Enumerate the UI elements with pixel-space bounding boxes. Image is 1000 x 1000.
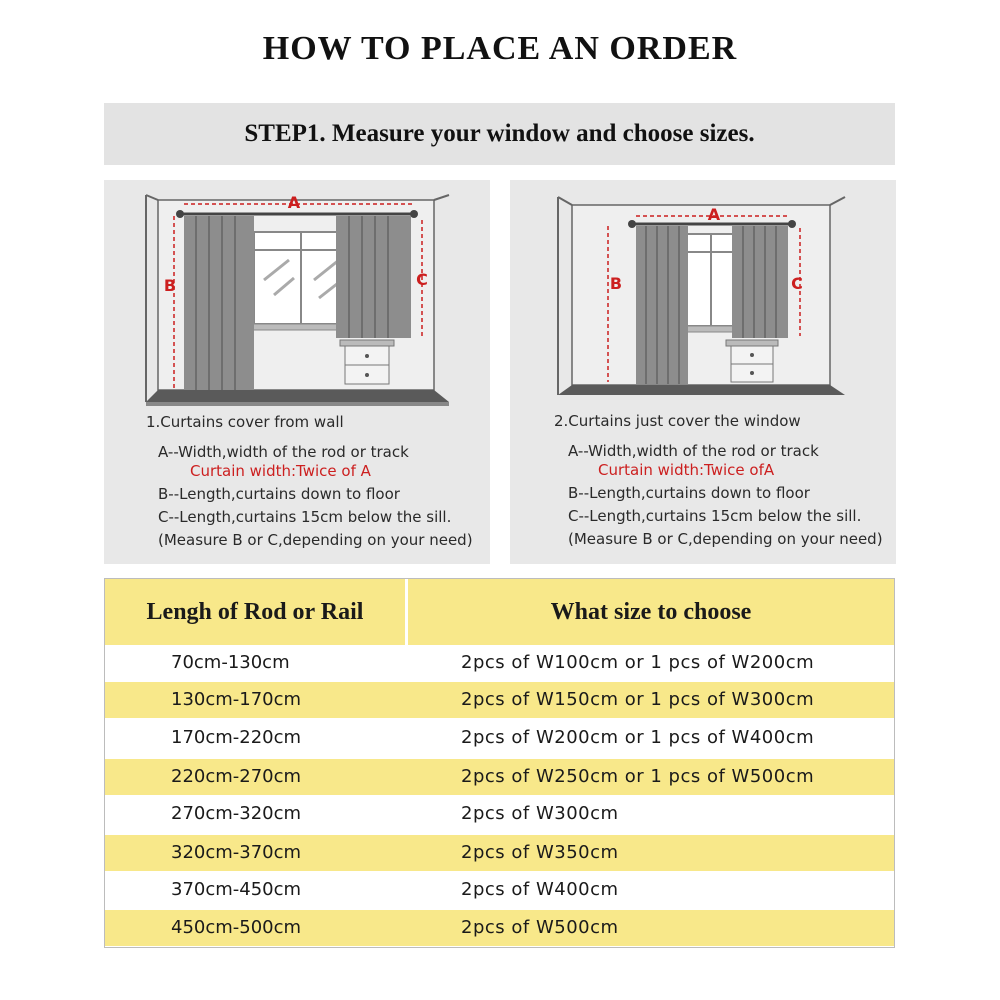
diagram-panel-window (510, 180, 896, 564)
header-rod-length: Lengh of Rod or Rail (146, 599, 364, 625)
table-row (105, 910, 894, 946)
curtain-wall-illustration (104, 180, 490, 420)
desc-width: A--Width,width of the rod or track (568, 442, 819, 460)
size-cell: 2pcs of W250cm or 1 pcs of W500cm (461, 766, 815, 787)
size-cell: 2pcs of W500cm (461, 917, 619, 938)
desc-curtain-width: Curtain width:Twice ofA (598, 461, 775, 479)
rod-length-cell: 370cm-450cm (171, 879, 302, 900)
rod-length-cell: 270cm-320cm (171, 803, 302, 824)
diagram-panel-wall (104, 180, 490, 564)
desc-width: A--Width,width of the rod or track (158, 443, 409, 461)
label-c: C (416, 270, 428, 289)
label-a: A (707, 205, 721, 224)
table-row (105, 720, 894, 756)
size-cell: 2pcs of W100cm or 1 pcs of W200cm (461, 652, 815, 673)
label-a: A (287, 193, 301, 212)
desc-curtain-width: Curtain width:Twice of A (190, 462, 371, 480)
table-row (105, 835, 894, 871)
table-row (105, 759, 894, 795)
rod-length-cell: 320cm-370cm (171, 842, 302, 863)
rod-length-cell: 450cm-500cm (171, 917, 302, 938)
desc-length-b: B--Length,curtains down to floor (568, 484, 810, 502)
size-cell: 2pcs of W350cm (461, 842, 619, 863)
rod-length-cell: 70cm-130cm (171, 652, 290, 673)
desc-measure-note: (Measure B or C,depending on your need) (158, 531, 473, 549)
table-header (105, 579, 894, 645)
panel-heading: 2.Curtains just cover the window (554, 412, 801, 430)
label-b: B (609, 274, 623, 293)
desc-length-c: C--Length,curtains 15cm below the sill. (158, 508, 452, 526)
step-heading: STEP1. Measure your window and choose sizes. (244, 120, 755, 147)
step-banner (104, 103, 895, 165)
table-row (105, 682, 894, 718)
size-table (104, 578, 895, 948)
curtain-window-illustration (510, 180, 896, 420)
desc-length-c: C--Length,curtains 15cm below the sill. (568, 507, 862, 525)
desc-length-b: B--Length,curtains down to floor (158, 485, 400, 503)
rod-length-cell: 220cm-270cm (171, 766, 302, 787)
size-cell: 2pcs of W150cm or 1 pcs of W300cm (461, 689, 815, 710)
label-b: B (163, 276, 177, 295)
size-cell: 2pcs of W400cm (461, 879, 619, 900)
rod-length-cell: 170cm-220cm (171, 727, 302, 748)
header-size-choice: What size to choose (550, 599, 752, 625)
table-row (105, 645, 894, 681)
label-c: C (791, 274, 803, 293)
rod-length-cell: 130cm-170cm (171, 689, 302, 710)
size-cell: 2pcs of W200cm or 1 pcs of W400cm (461, 727, 815, 748)
desc-measure-note: (Measure B or C,depending on your need) (568, 530, 883, 548)
page-title: HOW TO PLACE AN ORDER (262, 30, 738, 67)
table-row (105, 796, 894, 832)
table-row (105, 872, 894, 908)
size-cell: 2pcs of W300cm (461, 803, 619, 824)
panel-heading: 1.Curtains cover from wall (146, 413, 344, 431)
